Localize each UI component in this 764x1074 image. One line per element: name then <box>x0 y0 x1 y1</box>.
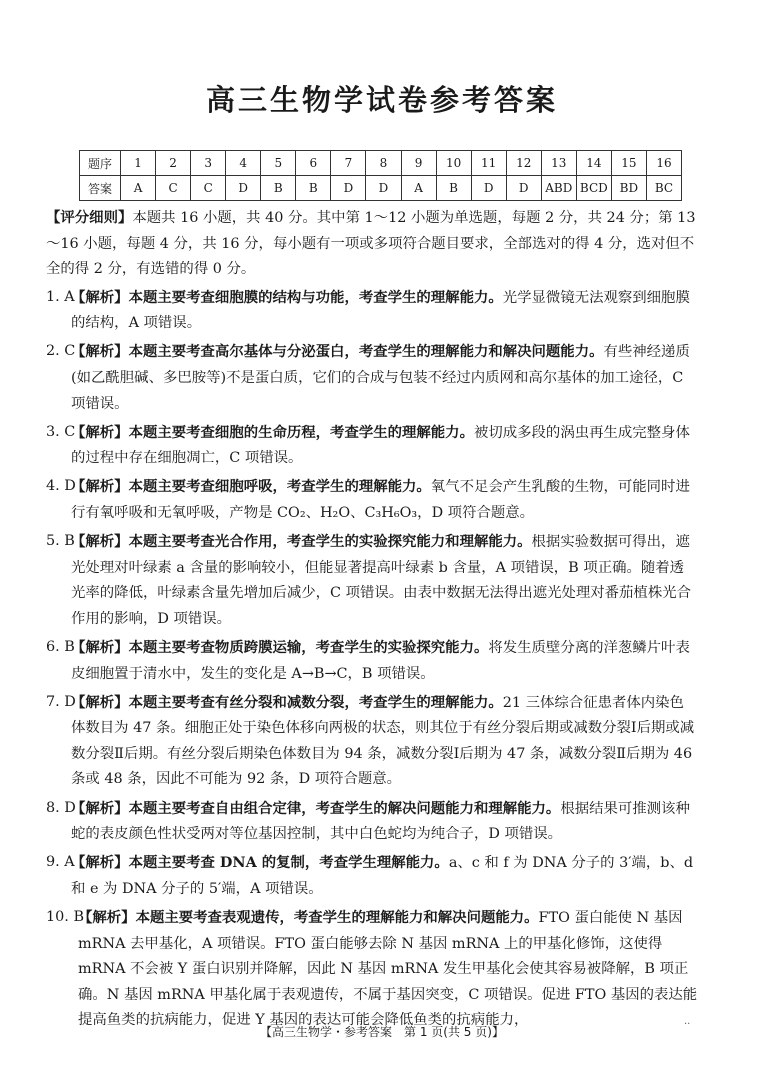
row-label-answer: 答案 <box>80 176 121 201</box>
item-focus: 本题主要考查高尔基体与分泌蛋白，考查学生的理解能力和解决问题能力。 <box>128 343 604 361</box>
item-tag: 【解析】 <box>71 343 129 361</box>
item-number: 7. D <box>46 693 76 710</box>
item-focus: 本题主要考查 DNA 的复制，考查学生理解能力。 <box>128 854 449 872</box>
question-number-cell: 10 <box>436 151 471 176</box>
item-text: 根据结果可推测该种蛇的表皮颜色性状受两对等位基因控制，其中白色蛇均为纯合子，D 项错误。 <box>71 800 690 843</box>
item-tag: 【解析】 <box>71 799 129 817</box>
question-number-cell: 1 <box>121 151 156 176</box>
item-tag: 【解析】 <box>71 423 129 441</box>
explanation-item <box>46 796 698 848</box>
item-text: 光学显微镜无法观察到细胞膜的结构，A 项错误。 <box>71 289 690 332</box>
item-number: 2. C <box>46 343 76 360</box>
page-title: 高三生物学试卷参考答案 <box>205 83 558 117</box>
question-number-cell: 8 <box>366 151 401 176</box>
question-number-cell: 13 <box>541 151 576 176</box>
question-number-cell: 6 <box>296 151 331 176</box>
explanation-item <box>46 474 698 526</box>
answer-cell: B <box>436 176 471 201</box>
item-number: 10. B <box>46 908 85 925</box>
item-number: 5. B <box>46 533 75 550</box>
item-focus: 本题主要考查光合作用，考查学生的实验探究能力和理解能力。 <box>128 533 532 551</box>
item-focus: 本题主要考查自由组合定律，考查学生的解决问题能力和理解能力。 <box>128 799 561 817</box>
item-tag: 【解析】 <box>71 288 129 306</box>
answer-cell: A <box>121 176 156 201</box>
item-text: 根据实验数据可得出，遮光处理对叶绿素 a 含量的影响较小，但能显著提高叶绿素 b 含量，A 项错误，B 项正确。随着透光率的降低，叶绿素含量先增加后减少，C 项错误。由表中数据无法得出遮光处理对番茄植株光合作用的影响，D 项错误。 <box>71 534 691 627</box>
question-number-cell: 7 <box>331 151 366 176</box>
item-focus: 本题主要考查细胞膜的结构与功能，考查学生的理解能力。 <box>128 288 503 306</box>
scoring-rules <box>46 205 698 283</box>
explanation-item <box>46 420 698 472</box>
item-text: 有些神经递质(如乙酰胆碱、多巴胺等)不是蛋白质，它们的合成与包装不经过内质网和高尔基体的加工途径，C 项错误。 <box>71 344 690 412</box>
item-focus: 本题主要考查表观遗传，考查学生的理解能力和解决问题能力。 <box>135 908 539 926</box>
item-tag: 【解析】 <box>71 639 129 656</box>
item-tag: 【解析】 <box>71 693 129 711</box>
scoring-text: 本题共 16 小题，共 40 分。其中第 1～12 小题为单选题，每题 2 分，共 24 分；第 13～16 小题，每题 4 分，共 16 分，每小题有一项或多项符合题目要求，全部选对的得 4 分，选对但不全的得 2 分，有选错的得 0 分。 <box>46 210 696 278</box>
question-number-cell: 11 <box>471 151 506 176</box>
answer-cell: BCD <box>576 176 611 201</box>
question-number-cell: 14 <box>576 151 611 176</box>
explanation-item <box>46 905 698 1034</box>
item-text: 将发生质壁分离的洋葱鳞片叶表皮细胞置于清水中，发生的变化是 A→B→C，B 项错误。 <box>71 640 690 682</box>
answer-cell: C <box>191 176 226 201</box>
explanation-item <box>46 690 698 793</box>
item-number: 3. C <box>46 423 76 440</box>
answer-cell: D <box>506 176 541 201</box>
answer-table <box>79 150 682 201</box>
item-focus: 本题主要考查细胞的生命历程，考查学生的理解能力。 <box>128 423 474 441</box>
question-number-cell: 2 <box>156 151 191 176</box>
scoring-label: 【评分细则】 <box>46 209 133 226</box>
item-text: 21 三体综合征患者体内染色体数目为 47 条。细胞正处于染色体移向两极的状态，则其位于有丝分裂后期或减数分裂Ⅰ后期或减数分裂Ⅱ后期。有丝分裂后期染色体数目为 94 条，减数分裂Ⅰ后期为 47 条，减数分裂Ⅱ后期为 46 条或 48 条，因此不可能为 92 条，D 项符合题意。 <box>71 694 695 788</box>
item-focus: 本题主要考查有丝分裂和减数分裂，考查学生的理解能力。 <box>128 693 503 711</box>
item-text: FTO 蛋白能使 N 基因 mRNA 去甲基化，A 项错误。FTO 蛋白能够去除 N 基因 mRNA 上的甲基化修饰，这使得 mRNA 不会被 Y 蛋白识别并降解，因此 N 基因 mRNA 发生甲基化会使其容易被降解，B 项正确。N 基因 mRNA 甲基化属于表观遗传，不属于基因突变，C 项错误。促进 FTO 基因的表达能提高鱼类的抗病能力，促进 Y 基因的表达可能会降低鱼类的抗病能力， <box>78 909 698 1029</box>
answer-cell: D <box>366 176 401 201</box>
item-tag: 【解析】 <box>71 533 129 551</box>
item-text: 氧气不足会产生乳酸的生物，可能同时进行有氧呼吸和无氧呼吸，产物是 CO₂、H₂O、C₃H₆O₃，D 项符合题意。 <box>71 479 690 522</box>
item-number: 6. B <box>46 639 75 655</box>
explanation-item <box>46 529 698 632</box>
explanation-item <box>46 285 698 337</box>
item-number: 4. D <box>46 478 76 495</box>
answer-cell: B <box>296 176 331 201</box>
item-focus: 本题主要考查细胞呼吸，考查学生的理解能力。 <box>128 478 431 496</box>
answer-cell: D <box>226 176 261 201</box>
question-number-cell: 3 <box>191 151 226 176</box>
item-text: 被切成多段的涡虫再生成完整身体的过程中存在细胞凋亡，C 项错误。 <box>71 424 690 467</box>
answer-row <box>80 176 682 201</box>
explanation-item <box>46 635 698 687</box>
answer-cell: ABD <box>541 176 576 201</box>
answer-cell: C <box>156 176 191 201</box>
answer-cell: D <box>471 176 506 201</box>
question-number-cell: 12 <box>506 151 541 176</box>
explanation-item <box>46 339 698 417</box>
answer-cell: A <box>401 176 436 201</box>
answer-cell: B <box>261 176 296 201</box>
question-number-cell: 9 <box>401 151 436 176</box>
item-number: 8. D <box>46 799 76 816</box>
question-number-row <box>80 151 682 176</box>
explanation-item <box>46 850 698 902</box>
question-number-cell: 4 <box>226 151 261 176</box>
item-tag: 【解析】 <box>71 854 129 872</box>
item-tag: 【解析】 <box>78 908 136 926</box>
answer-cell: BC <box>646 176 681 201</box>
question-number-cell: 5 <box>261 151 296 176</box>
answer-cell: D <box>331 176 366 201</box>
item-number: 9. A <box>46 854 75 871</box>
item-tag: 【解析】 <box>71 478 129 496</box>
explanations <box>46 205 698 1036</box>
answer-cell: BD <box>611 176 646 201</box>
row-label-number: 题序 <box>80 151 121 176</box>
question-number-cell: 16 <box>646 151 681 176</box>
page-footer: 【高三生物学・参考答案 第 1 页(共 5 页)】 <box>260 1025 504 1039</box>
item-text: a、c 和 f 为 DNA 分子的 3′端，b、d 和 e 为 DNA 分子的 5′端，A 项错误。 <box>71 855 694 897</box>
question-number-cell: 15 <box>611 151 646 176</box>
item-focus: 本题主要考查物质跨膜运输，考查学生的实验探究能力。 <box>128 639 489 656</box>
item-number: 1. A <box>46 288 75 305</box>
corner-mark: .. <box>684 1016 691 1027</box>
